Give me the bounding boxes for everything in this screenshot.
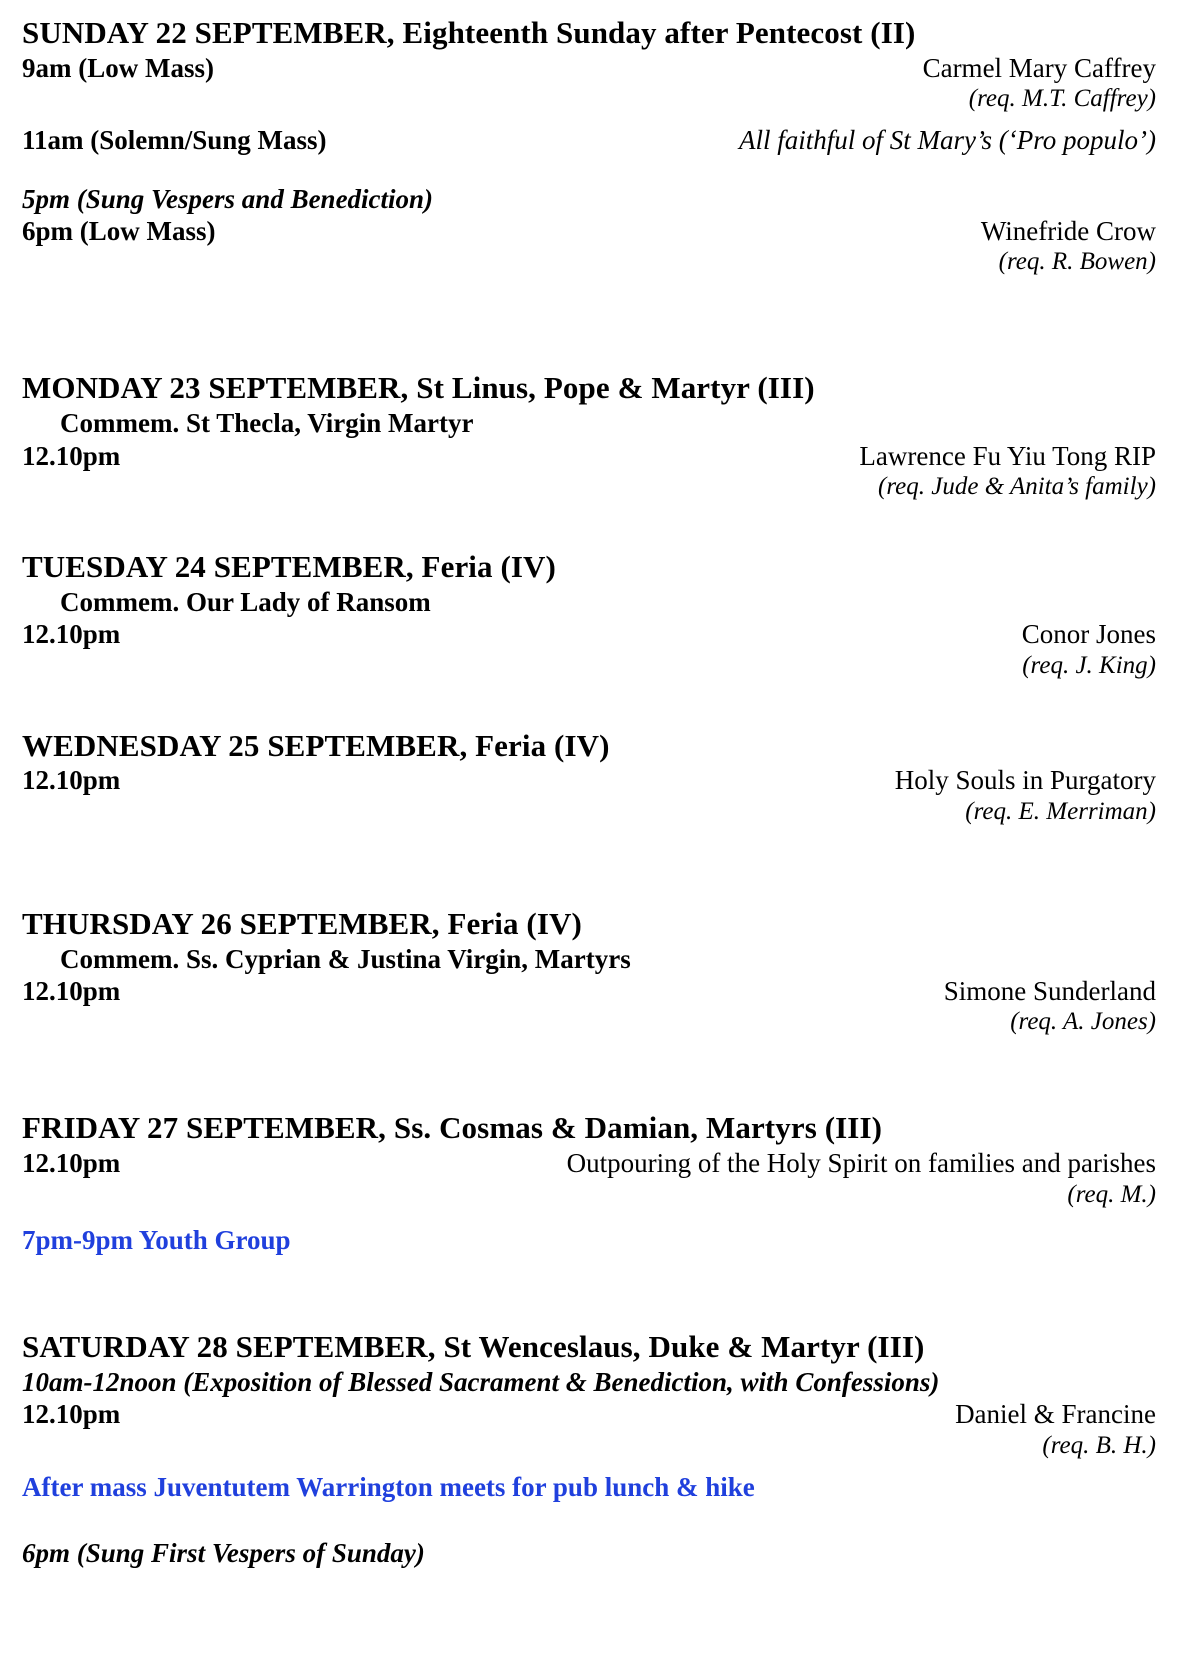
service-time: 12.10pm [22,765,121,796]
day-heading: FRIDAY 27 SEPTEMBER, Ss. Cosmas & Damian, Martyrs (III) [22,1110,883,1146]
service-requested-by: (req. J. King) [1022,651,1156,679]
spacer [22,335,1156,369]
service-time: 12.10pm [22,1148,121,1179]
service-requested-by: (req. Jude & Anita’s family) [878,472,1156,500]
vespers-line: 5pm (Sung Vespers and Benediction) [22,183,434,214]
service-requested-by: (req. R. Bowen) [998,248,1156,276]
day-block-friday [22,1109,1156,1256]
commemoration: Commem. Ss. Cyprian & Justina Virgin, Martyrs [60,943,631,974]
service-requested-by: (req. B. H.) [1042,1431,1156,1459]
day-heading: MONDAY 23 SEPTEMBER, St Linus, Pope & Martyr (III) [22,370,815,406]
service-intention: Conor Jones [1021,619,1156,650]
service-time: 12.10pm [22,975,121,1006]
service-row [22,440,1156,472]
service-intention: All faithful of St Mary’s (‘Pro populo’) [739,125,1156,156]
day-block-saturday [22,1328,1156,1569]
service-intention: Holy Souls in Purgatory [894,765,1156,796]
spacer [22,1503,1156,1537]
vespers-line: 6pm (Sung First Vespers of Sunday) [22,1537,425,1568]
spacer [22,157,1156,183]
service-intention: Winefride Crow [980,215,1156,246]
spacer [22,681,1156,727]
service-requested-by: (req. E. Merriman) [965,797,1156,825]
day-block-wednesday [22,727,1156,827]
spacer [22,1095,1156,1109]
service-requested-by: (req. M.) [1067,1180,1156,1208]
spacer [22,1256,1156,1314]
service-row [22,215,1156,247]
service-time: 12.10pm [22,619,121,650]
service-intention: Outpouring of the Holy Spirit on families and parishes [566,1148,1156,1179]
service-time: 12.10pm [22,440,121,471]
service-requested-by: (req. M.T. Caffrey) [968,85,1156,113]
service-time: 12.10pm [22,1399,121,1430]
spacer [22,1314,1156,1328]
day-heading: THURSDAY 26 SEPTEMBER, Feria (IV) [22,905,582,941]
day-block-thursday [22,905,1156,1038]
day-heading: SATURDAY 28 SEPTEMBER, St Wenceslaus, Duke & Martyr (III) [22,1328,925,1364]
spacer [22,827,1156,885]
spacer [22,277,1156,335]
day-heading: TUESDAY 24 SEPTEMBER, Feria (IV) [22,548,556,584]
commemoration: Commem. Our Lady of Ransom [60,586,431,617]
day-heading: WEDNESDAY 25 SEPTEMBER, Feria (IV) [22,727,610,763]
spacer [22,1210,1156,1224]
exposition-line: 10am-12noon (Exposition of Blessed Sacrament & Benediction, with Confessions) [22,1366,940,1397]
spacer [22,885,1156,905]
service-time: 9am (Low Mass) [22,52,214,83]
service-row [22,1398,1156,1430]
service-intention: Lawrence Fu Yiu Tong RIP [859,440,1156,471]
service-row [22,975,1156,1007]
service-row [22,52,1156,84]
juventutem-note: After mass Juventutem Warrington meets for pub lunch & hike [22,1471,755,1502]
commemoration: Commem. St Thecla, Virgin Martyr [60,408,474,439]
service-intention: Carmel Mary Caffrey [922,52,1156,83]
service-time: 6pm (Low Mass) [22,215,216,246]
service-intention: Daniel & Francine [955,1399,1156,1430]
service-requested-by: (req. A. Jones) [1010,1008,1156,1036]
service-row [22,124,1156,156]
spacer [22,114,1156,124]
youth-group-note: 7pm-9pm Youth Group [22,1224,291,1255]
spacer [22,1461,1156,1471]
day-heading: SUNDAY 22 SEPTEMBER, Eighteenth Sunday after Pentecost (II) [22,15,916,50]
day-block-monday [22,369,1156,502]
day-block-tuesday [22,548,1156,681]
spacer [22,1037,1156,1095]
service-intention: Simone Sunderland [943,975,1156,1006]
service-row [22,618,1156,650]
day-block-sunday [22,14,1156,277]
service-time: 11am (Solemn/Sung Mass) [22,125,327,156]
spacer [22,502,1156,548]
service-row [22,764,1156,796]
service-row [22,1147,1156,1179]
